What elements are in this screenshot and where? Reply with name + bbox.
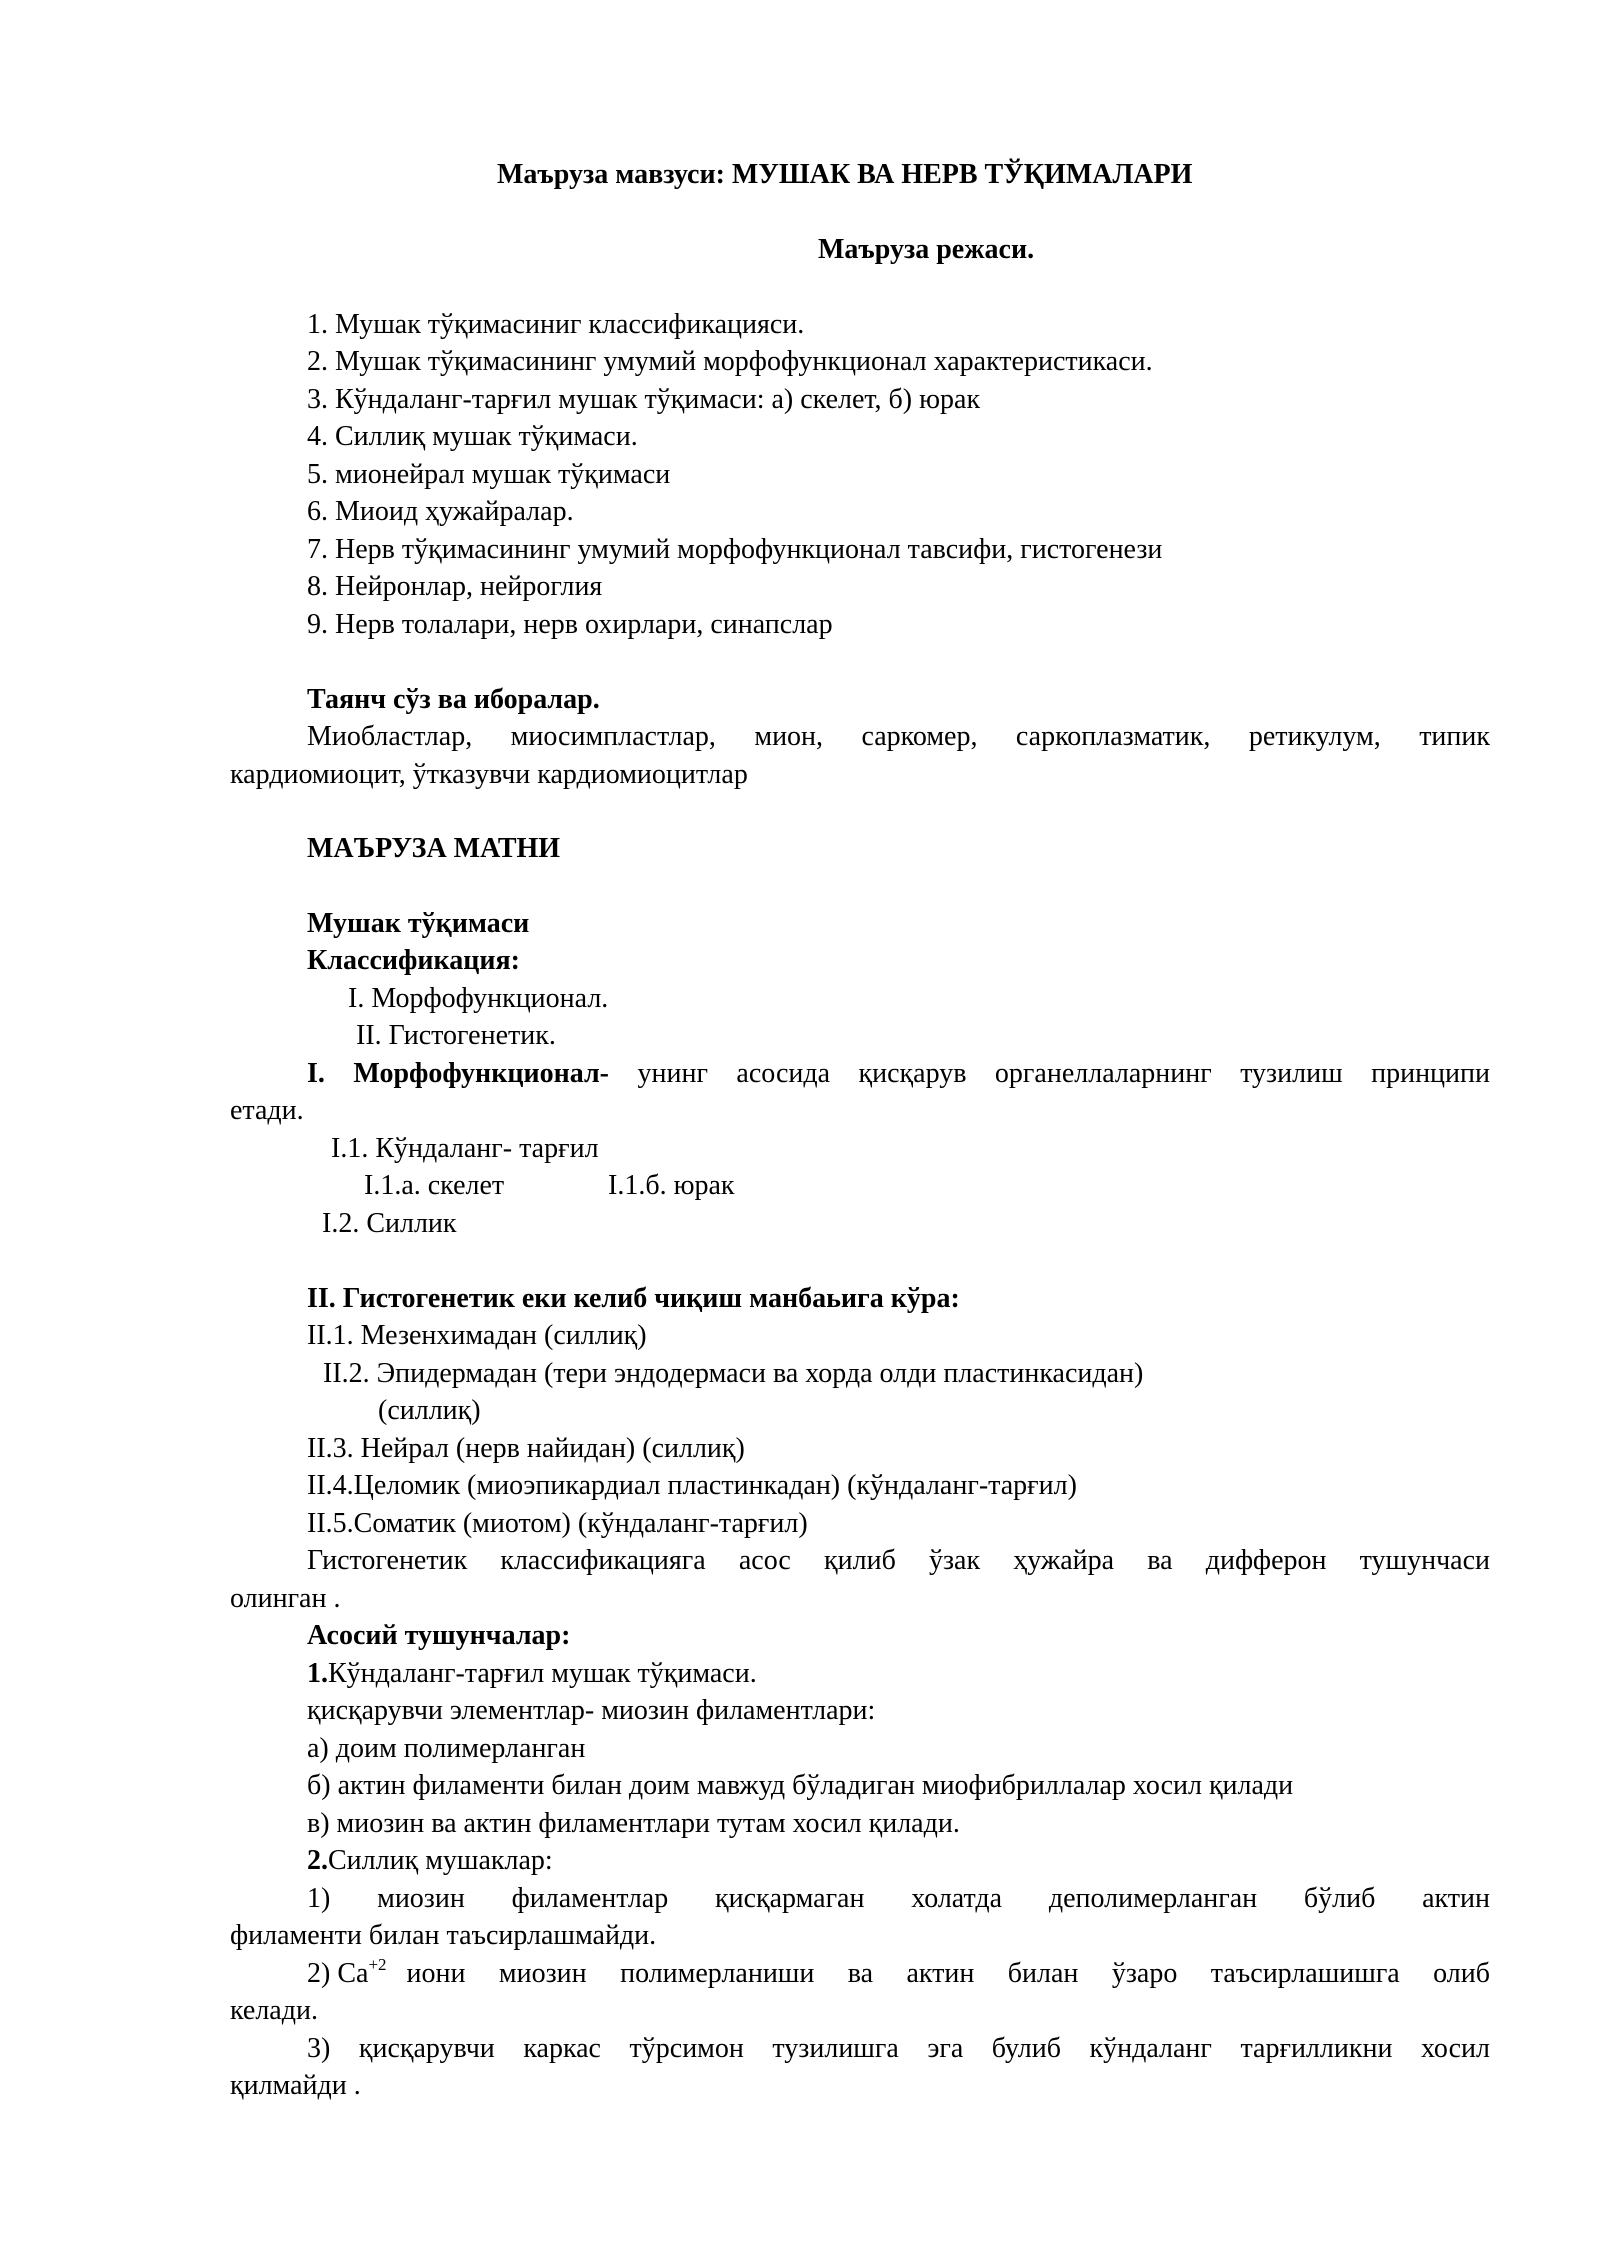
plan-item: 8. Нейронлар, нейроглия — [307, 571, 603, 602]
keywords-line: кардиомиоцит, ўтказувчи кардиомиоцитлар — [230, 759, 748, 790]
plan-item: 3. Кўндаланг-тарғил мушак тўқимаси: а) скелет, б) юрак — [307, 384, 981, 415]
keywords-heading: Таянч сўз ва иборалар. — [307, 684, 600, 715]
histogenetic-item: II.3. Нейрал (нерв найидан) (силлиқ) — [307, 1433, 745, 1464]
document-title — [497, 156, 1192, 194]
concept-title-text: Силлиқ мушаклар: — [328, 1845, 553, 1876]
concepts-heading: Асосий тушунчалар: — [307, 1620, 571, 1651]
concept-1-title — [307, 1655, 757, 1693]
plan-item: 4. Силлиқ мушак тўқимаси. — [307, 421, 638, 452]
concept-line: 1) миозин филаментлар қисқармаган холатда деполимерланган бўлиб актин — [307, 1883, 1490, 1914]
concept-line-calcium — [307, 1955, 1490, 1993]
morpho-definition: унинг асосида қисқарув органеллаларнинг тузилиш принципи — [609, 1058, 1490, 1089]
plan-item: 9. Нерв толалари, нерв охирлари, синапслар — [307, 609, 833, 640]
concept-2-title — [307, 1842, 553, 1880]
histogenetic-note-end: олинган . — [230, 1583, 341, 1614]
keywords-line: Миобластлар, миосимпластлар, мион, саркомер, саркоплазматик, ретикулум, типик — [307, 721, 1490, 752]
concept-line: б) актин филаменти билан доим мавжуд бўладиган миофибриллалар хосил қилади — [307, 1770, 1294, 1801]
calcium-ion — [307, 1955, 387, 1993]
plan-heading: Маъруза режаси. — [818, 234, 1035, 265]
concept-line: 3) қисқарувчи каркас тўрсимон тузилишга эга булиб кўндаланг тарғилликни хосил — [307, 2033, 1490, 2064]
calcium-symbol: 2) Са — [307, 1958, 369, 1989]
calcium-text: иони миозин полимерланиши ва актин билан ўзаро таъсирлашишга олиб — [406, 1958, 1490, 1989]
concept-line: а) доим полимерланган — [307, 1733, 586, 1764]
concept-line: в) миозин ва актин филаментлари тутам хосил қилади. — [307, 1808, 960, 1839]
plan-item: 2. Мушак тўқимасининг умумий морфофункционал характеристикаси. — [307, 346, 1153, 377]
classification-item: I. Морфофункционал. — [348, 983, 609, 1014]
histogenetic-item: II.2. Эпидермадан (тери эндодермаси ва хорда олди пластинкасидан) — [323, 1358, 1144, 1389]
title-prefix: Маъруза мавзуси: — [497, 159, 725, 190]
morpho-subitem: I.1.а. скелет — [364, 1170, 505, 1201]
section-heading: Мушак тўқимаси — [307, 908, 530, 939]
plan-item: 1. Мушак тўқимасиниг классификацияси. — [307, 309, 805, 340]
morpho-item: I.2. Силлик — [322, 1208, 457, 1239]
histogenetic-item: II.4.Целомик (миоэпикардиал пластинкадан) (кўндаланг-тарғил) — [307, 1470, 1077, 1501]
classification-heading: Классификация: — [307, 945, 520, 976]
concept-title-text: Кўндаланг-тарғил мушак тўқимаси. — [328, 1658, 757, 1689]
concept-line: филаменти билан таъсирлашмайди. — [230, 1920, 657, 1951]
morpho-subitem: I.1.б. юрак — [608, 1170, 735, 1201]
title-topic: МУШАК ВА НЕРВ ТЎҚИМАЛАРИ — [731, 159, 1193, 190]
concept-line: келади. — [230, 1995, 318, 2026]
concept-number: 1. — [307, 1658, 328, 1689]
morpho-paragraph-end: етади. — [230, 1095, 304, 1126]
concept-line: қисқарувчи элементлар- миозин филаментлари: — [307, 1695, 876, 1726]
morpho-item: I.1. Кўндаланг- тарғил — [331, 1133, 599, 1164]
calcium-charge: +2 — [368, 1955, 387, 1974]
plan-item: 7. Нерв тўқимасининг умумий морфофункционал тавсифи, гистогенези — [307, 534, 1163, 565]
concept-line: қилмайди . — [230, 2070, 361, 2101]
histogenetic-item: II.5.Соматик (миотом) (кўндаланг-тарғил) — [307, 1508, 808, 1539]
plan-item: 6. Миоид ҳужайралар. — [307, 496, 574, 527]
histogenetic-note: Гистогенетик классификацияга асос қилиб ўзак ҳужайра ва дифферон тушунчаси — [307, 1545, 1490, 1576]
morpho-paragraph — [230, 1055, 1490, 1093]
lecture-text-heading: МАЪРУЗА МАТНИ — [307, 833, 561, 864]
plan-item: 5. мионейрал мушак тўқимаси — [307, 459, 671, 490]
concept-number: 2. — [307, 1845, 328, 1876]
histogenetic-item: II.1. Мезенхимадан (силлиқ) — [307, 1320, 647, 1351]
histogenetic-item-continuation: (силлиқ) — [378, 1395, 481, 1426]
histogenetic-heading: II. Гистогенетик еки келиб чиқиш манбаьига кўра: — [307, 1283, 960, 1314]
classification-item: II. Гистогенетик. — [356, 1020, 556, 1051]
morpho-term: I. Морфофункционал- — [307, 1058, 610, 1089]
